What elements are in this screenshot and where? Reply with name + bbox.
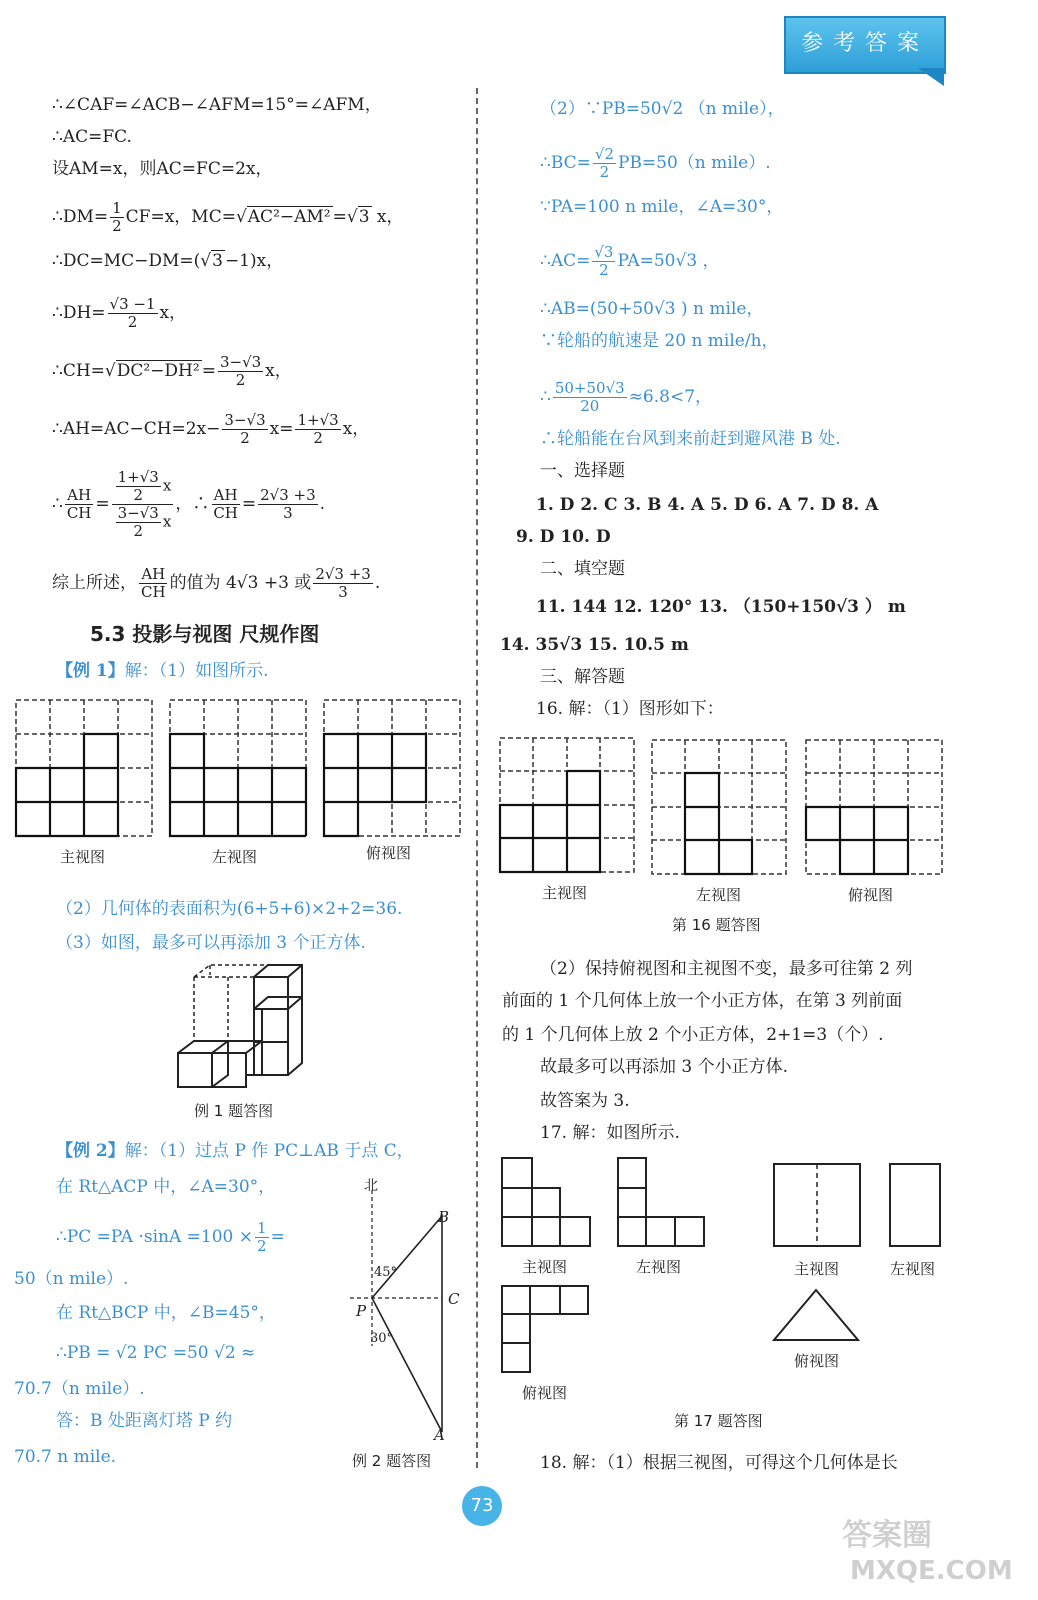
left-line-10: 综上所述， $\frac{AH}{CH}$ 的值为 4√3 +3 或 $\frac{2√3 +3}{3}$ . — [52, 565, 381, 601]
example-2-line-1: 【例 2】解：（1）过点 P 作 PC⊥AB 于点 C， — [56, 1141, 414, 1161]
example-2-line-7: 70.7（n mile）. — [14, 1379, 145, 1399]
q16-answer: 故答案为 3. — [540, 1091, 630, 1111]
example-1-views — [14, 698, 474, 844]
left-line-8: ∴AH=AC−CH=2x− $\frac{3-√3}{2}$ x= $\frac{1+√3}{2}$ x， — [52, 411, 370, 447]
q16-label-left: 左视图 — [696, 886, 742, 904]
q17-label-left-1: 左视图 — [636, 1258, 682, 1276]
example-2-line-4: 50（n mile）. — [14, 1269, 129, 1289]
left-line-9: ∴ $\frac{AH}{CH}$ = $\frac{1+√3}{2}$ x $\frac{3-√3}{2}$ x ，∴ $\frac{AH}{CH}$ = $\frac{2√3 +3}{3}$ . — [52, 468, 326, 540]
q17-label-top-1: 俯视图 — [522, 1384, 568, 1402]
banner-tail — [918, 68, 944, 86]
right-line-7: ∴ $\frac{50+50√3}{20}$ ≈6.8<7， — [540, 379, 713, 415]
q17-label-front-2: 主视图 — [794, 1260, 840, 1278]
q17-caption: 第 17 题答图 — [674, 1412, 763, 1430]
right-line-5: ∴AB=(50+50√3 ) n mile， — [540, 299, 764, 319]
example-1-line: 【例 1】解：（1）如图所示. — [56, 661, 269, 681]
example-2-line-5: 在 Rt△BCP 中，∠B=45°， — [56, 1303, 276, 1323]
left-line-4: ∴DM= $\frac{1}{2}$ CF=x，MC=√AC²−AM² =√3 x， — [52, 199, 404, 235]
section-choice: 一、选择题 — [540, 461, 625, 481]
example-2-line-9: 70.7 n mile. — [14, 1447, 117, 1467]
q16-label-top: 俯视图 — [848, 886, 894, 904]
answers-fill-2: 14. 35√3 15. 10.5 m — [500, 635, 689, 655]
example-2-line-3: ∴PC =PA ·sinA =100 × $\frac{1}{2}$ = — [56, 1219, 285, 1255]
point-A: A — [434, 1426, 445, 1444]
q16-part-2-a: （2）保持俯视图和主视图不变，最多可往第 2 列 — [540, 959, 913, 979]
q16-caption: 第 16 题答图 — [672, 916, 761, 934]
example-2-line-8: 答：B 处距离灯塔 P 约 — [56, 1411, 233, 1431]
section-fill: 二、填空题 — [540, 559, 625, 579]
example-1-caption: 例 1 题答图 — [194, 1102, 274, 1120]
view-label-left: 左视图 — [212, 848, 258, 866]
angle-30: 30° — [370, 1331, 394, 1346]
q16-part-2-b: 前面的 1 个几何体上放一个小正方体，在第 3 列前面 — [502, 991, 903, 1011]
right-line-3: ∵PA=100 n mile，∠A=30°， — [540, 197, 784, 217]
view-label-top: 俯视图 — [366, 844, 412, 862]
question-16: 16. 解：（1）图形如下： — [536, 699, 724, 719]
page-number: 73 — [462, 1486, 502, 1526]
example-2-line-2: 在 Rt△ACP 中，∠A=30°， — [56, 1177, 276, 1197]
q16-views — [498, 736, 948, 876]
question-17: 17. 解：如图所示. — [540, 1123, 680, 1143]
right-line-6: ∵轮船的航速是 20 n mile/h， — [540, 331, 779, 351]
angle-45: 45° — [374, 1265, 398, 1280]
answers-choice-2: 9. D 10. D — [516, 527, 611, 547]
north-label: 北 — [364, 1178, 378, 1194]
answers-fill-1: 11. 144 12. 120° 13. （150+150√3 ） m — [536, 597, 906, 617]
watermark-url: MXQE.COM — [850, 1556, 1013, 1586]
left-line-2: ∴AC=FC. — [52, 127, 132, 147]
q16-conclusion: 故最多可以再添加 3 个小正方体. — [540, 1057, 789, 1077]
point-P: P — [356, 1302, 367, 1320]
left-line-7: ∴CH=√DC²−DH² = $\frac{3-√3}{2}$ x， — [52, 353, 292, 389]
example-2-line-6: ∴PB = √2 PC =50 √2 ≈ — [56, 1343, 256, 1363]
example-1-part-2: （2）几何体的表面积为(6+5+6)×2+2=36. — [56, 899, 403, 919]
question-18: 18. 解：（1）根据三视图，可得这个几何体是长 — [540, 1453, 898, 1473]
right-line-4: ∴AC= $\frac{√3}{2}$ PA=50√3 ， — [540, 243, 720, 279]
q17-label-front-1: 主视图 — [522, 1258, 568, 1276]
point-C: C — [448, 1290, 460, 1308]
section-title: 5.3 投影与视图 尺规作图 — [90, 622, 320, 646]
answer-banner: 参考答案 — [784, 16, 946, 74]
left-line-6: ∴DH= $\frac{√3 -1}{2}$ x， — [52, 295, 187, 331]
view-label-front: 主视图 — [60, 848, 106, 866]
right-line-1: （2）∵PB=50√2 （n mile）， — [540, 99, 785, 119]
example-1-part-3: （3）如图，最多可以再添加 3 个正方体. — [56, 933, 366, 953]
answers-choice-1: 1. D 2. C 3. B 4. A 5. D 6. A 7. D 8. A — [536, 495, 879, 515]
left-line-5: ∴DC=MC−DM=(√3 −1)x， — [52, 251, 284, 271]
example-1-cube-stack — [170, 965, 310, 1095]
example-2-diagram — [350, 1170, 470, 1444]
column-divider — [476, 88, 478, 1468]
example-2-caption: 例 2 题答图 — [352, 1452, 432, 1470]
q16-part-2-c: 的 1 个几何体上放 2 个小正方体，2+1=3（个）. — [502, 1025, 884, 1045]
right-line-2: ∴BC= $\frac{√2}{2}$ PB=50（n mile）. — [540, 145, 771, 181]
section-solve: 三、解答题 — [540, 667, 625, 687]
right-line-8: ∴轮船能在台风到来前赶到避风港 B 处. — [540, 429, 841, 449]
left-line-3: 设AM=x，则AC=FC=2x， — [52, 159, 273, 179]
q17-label-top-2: 俯视图 — [794, 1352, 840, 1370]
left-line-1: ∴∠CAF=∠ACB−∠AFM=15°=∠AFM， — [52, 95, 382, 115]
point-B: B — [438, 1208, 450, 1226]
q16-label-front: 主视图 — [542, 884, 588, 902]
q17-label-left-2: 左视图 — [890, 1260, 936, 1278]
watermark-logo: 答案圈 — [842, 1518, 932, 1553]
